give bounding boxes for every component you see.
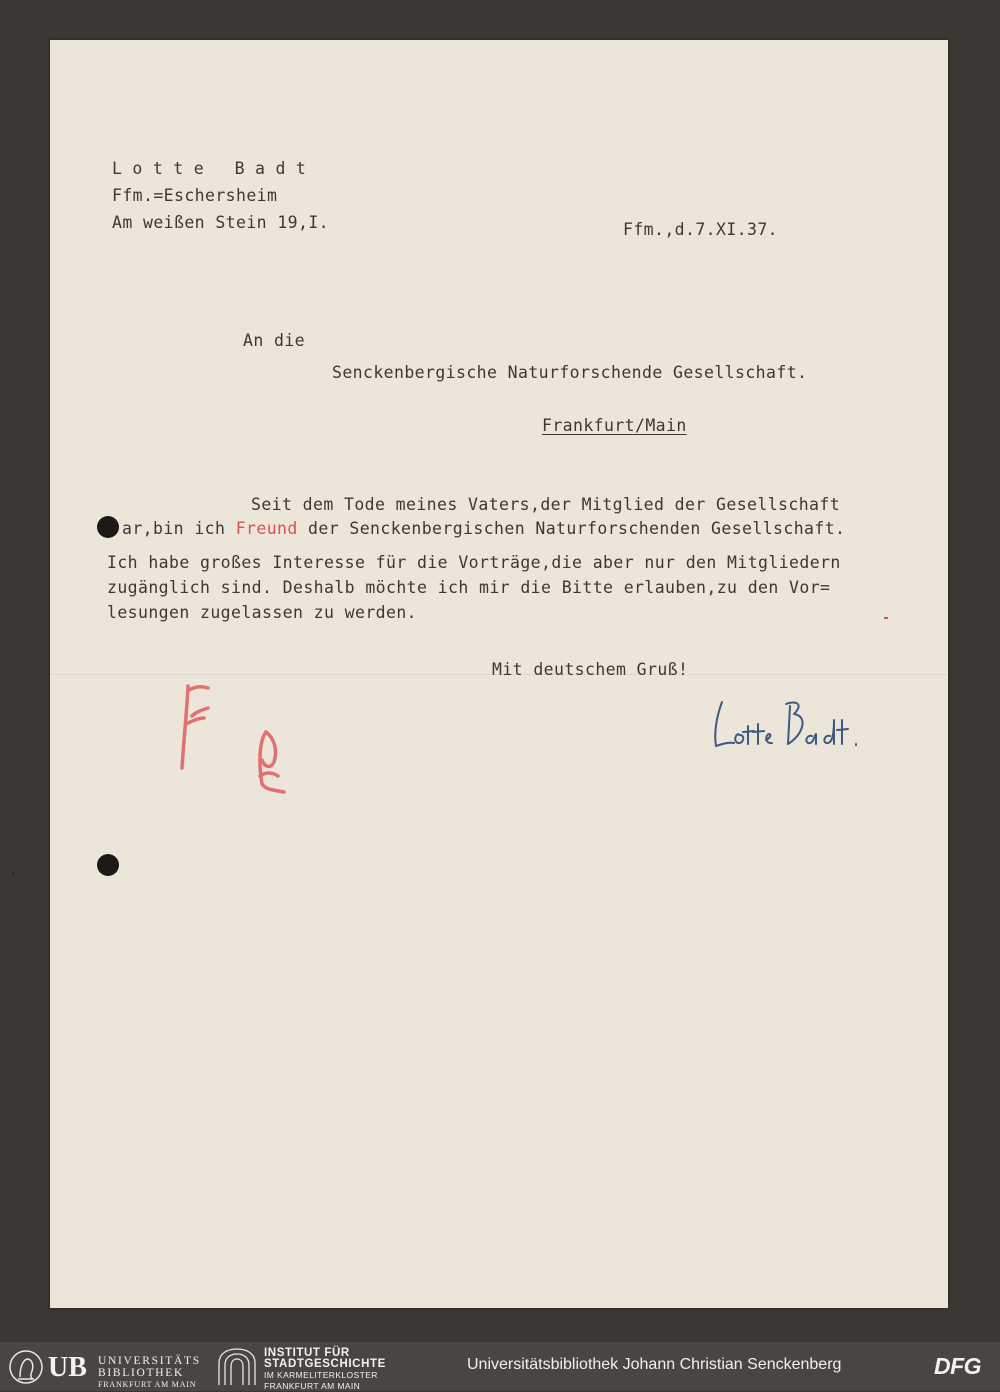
body-line-2 bbox=[122, 519, 845, 539]
footer-bar bbox=[0, 1342, 1000, 1391]
body-line-4: zugänglich sind. Deshalb möchte ich mir die Bitte erlauben,zu den Vor= bbox=[107, 578, 831, 597]
ub-line-2: BIBLIOTHEK bbox=[98, 1367, 184, 1379]
punch-hole-top bbox=[97, 516, 119, 538]
recipient-name: Senckenbergische Naturforschende Gesellschaft. bbox=[332, 363, 808, 382]
ifs-text-block[interactable] bbox=[264, 1348, 386, 1392]
ub-portrait-logo-icon bbox=[6, 1349, 46, 1385]
red-word-freund: Freund bbox=[235, 519, 298, 538]
ub-letters: UB bbox=[48, 1352, 87, 1383]
closing-greeting: Mit deutschem Gruß! bbox=[492, 660, 689, 679]
ifs-arch-logo-icon bbox=[216, 1347, 258, 1387]
ifs-line-1: INSTITUT FÜR bbox=[264, 1347, 350, 1359]
recipient-city: Frankfurt/Main bbox=[542, 416, 687, 435]
body-line-1: Seit dem Tode meines Vaters,der Mitglied der Gesellschaft bbox=[251, 495, 841, 514]
body-line-3: Ich habe großes Interesse für die Vorträge,die aber nur den Mitgliedern bbox=[107, 553, 841, 572]
ifs-line-4: FRANKFURT AM MAIN bbox=[264, 1381, 361, 1391]
letter-date: Ffm.,d.7.XI.37. bbox=[623, 220, 779, 239]
footer-library-name: Universitätsbibliothek Johann Christian Senckenberg bbox=[467, 1356, 842, 1373]
body-line-5: lesungen zugelassen zu werden. bbox=[107, 603, 418, 622]
ub-line-1: UNIVERSITÄTS bbox=[98, 1355, 201, 1367]
handwritten-signature bbox=[708, 690, 878, 760]
sender-city: Ffm.=Eschersheim bbox=[112, 186, 278, 205]
body-line-2-start: ar,bin ich bbox=[122, 519, 236, 538]
letter-page bbox=[50, 40, 948, 1308]
red-annotation-fa bbox=[174, 680, 304, 805]
dfg-logo[interactable]: DFG bbox=[934, 1353, 982, 1379]
body-line-2-end: der Senckenbergischen Naturforschenden Gesellschaft. bbox=[297, 519, 846, 538]
recipient-line-1: An die bbox=[243, 331, 306, 350]
sender-street: Am weißen Stein 19,I. bbox=[112, 213, 330, 232]
red-mark bbox=[884, 617, 888, 619]
sender-name: Lotte Badt bbox=[112, 159, 317, 178]
punch-hole-bottom bbox=[97, 854, 119, 876]
ifs-line-3: IM KARMELITERKLOSTER bbox=[264, 1370, 378, 1380]
ub-text-block[interactable] bbox=[98, 1355, 201, 1391]
ifs-line-2: STADTGESCHICHTE bbox=[264, 1358, 386, 1370]
ub-line-3: FRANKFURT AM MAIN bbox=[98, 1380, 197, 1389]
scan-speck bbox=[12, 872, 15, 875]
